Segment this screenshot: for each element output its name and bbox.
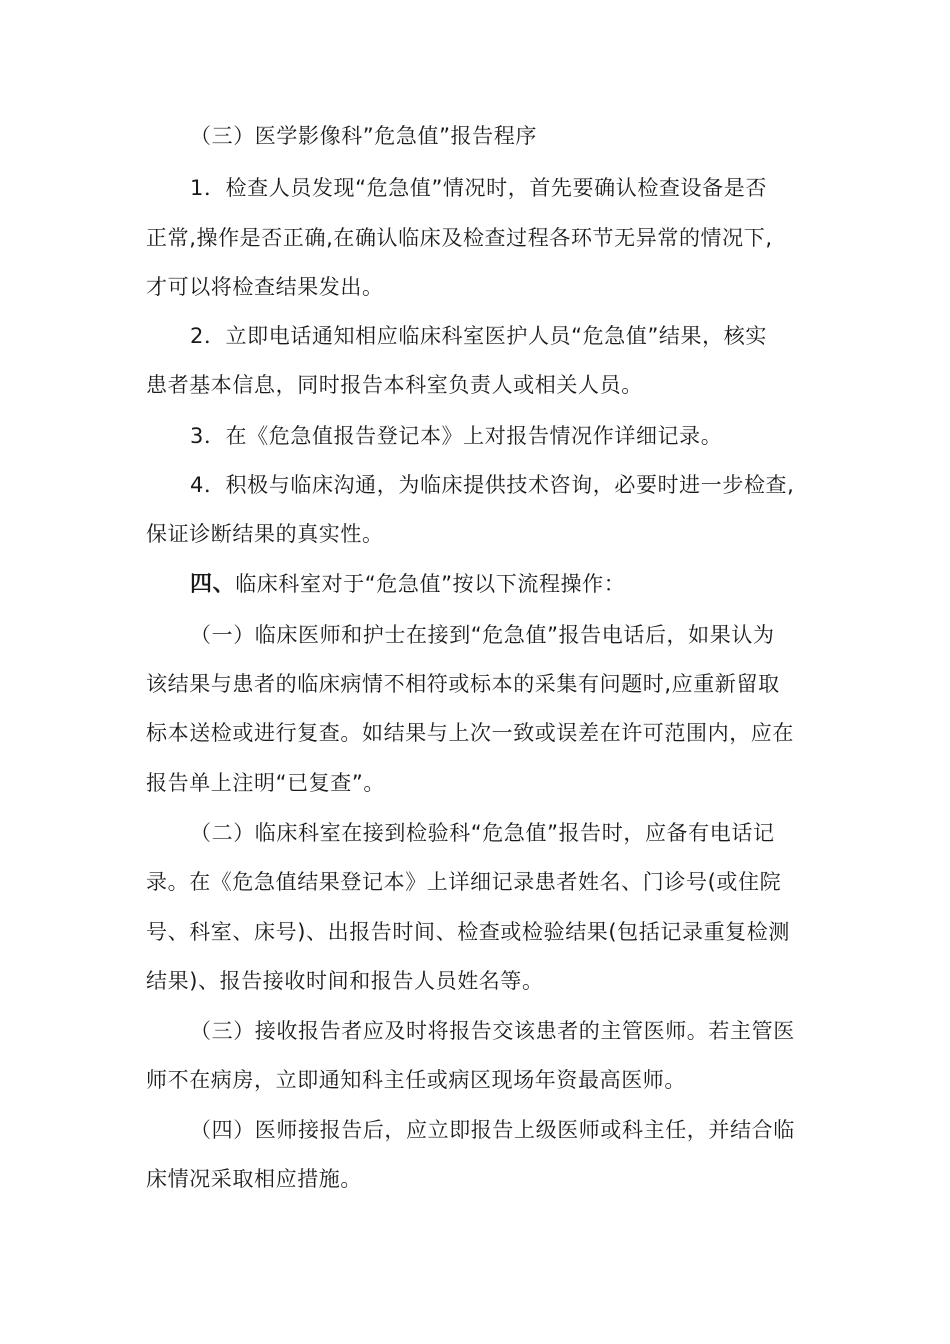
paragraph-line: 1．检查人员发现“危急值”情况时，首先要确认检查设备是否 bbox=[190, 176, 767, 200]
paragraph-line: 才可以将检查结果发出。 bbox=[146, 275, 384, 299]
paragraph-line: 报告单上注明“已复查”。 bbox=[146, 771, 385, 795]
paragraph-line: 2．立即电话通知相应临床科室医护人员“危急值”结果，核实 bbox=[190, 324, 767, 348]
section-number: 四、 bbox=[190, 572, 236, 597]
paragraph-line: （四）医师接报告后，应立即报告上级医师或科主任，并结合临 bbox=[190, 1118, 795, 1142]
paragraph-line: 患者基本信息，同时报告本科室负责人或相关人员。 bbox=[146, 373, 643, 397]
section-heading-imaging: （三）医学影像科”危急值”报告程序 bbox=[190, 124, 537, 148]
paragraph-line: （一）临床医师和护士在接到“危急值”报告电话后，如果认为 bbox=[190, 623, 775, 647]
section-heading-clinical bbox=[190, 571, 625, 598]
paragraph-line: （二）临床科室在接到检验科“危急值”报告时，应备有电话记 bbox=[190, 821, 775, 845]
paragraph-line: 4．积极与临床沟通，为临床提供技术咨询，必要时进一步检查, bbox=[190, 473, 795, 497]
paragraph-line: 该结果与患者的临床病情不相符或标本的采集有问题时,应重新留取 bbox=[146, 672, 780, 696]
paragraph-line: 师不在病房，立即通知科主任或病区现场年资最高医师。 bbox=[146, 1068, 686, 1092]
paragraph-line: 号、科室、床号)、出报告时间、检查或检验结果(包括记录重复检测 bbox=[146, 920, 790, 944]
paragraph-line: 录。在《危急值结果登记本》上详细记录患者姓名、门诊号(或住院 bbox=[146, 870, 782, 894]
paragraph-line: 正常,操作是否正确,在确认临床及检查过程各环节无异常的情况下, bbox=[146, 226, 773, 250]
paragraph-line: 结果)、报告接收时间和报告人员姓名等。 bbox=[146, 969, 544, 993]
paragraph-line: 3．在《危急值报告登记本》上对报告情况作详细记录。 bbox=[190, 424, 723, 448]
section-title: 临床科室对于“危急值”按以下流程操作： bbox=[235, 572, 626, 596]
paragraph-line: 标本送检或进行复查。如结果与上次一致或误差在许可范围内，应在 bbox=[146, 721, 794, 745]
paragraph-line: 保证诊断结果的真实性。 bbox=[146, 522, 384, 546]
paragraph-line: 床情况采取相应措施。 bbox=[146, 1167, 362, 1191]
paragraph-line: （三）接收报告者应及时将报告交该患者的主管医师。若主管医 bbox=[190, 1019, 795, 1043]
